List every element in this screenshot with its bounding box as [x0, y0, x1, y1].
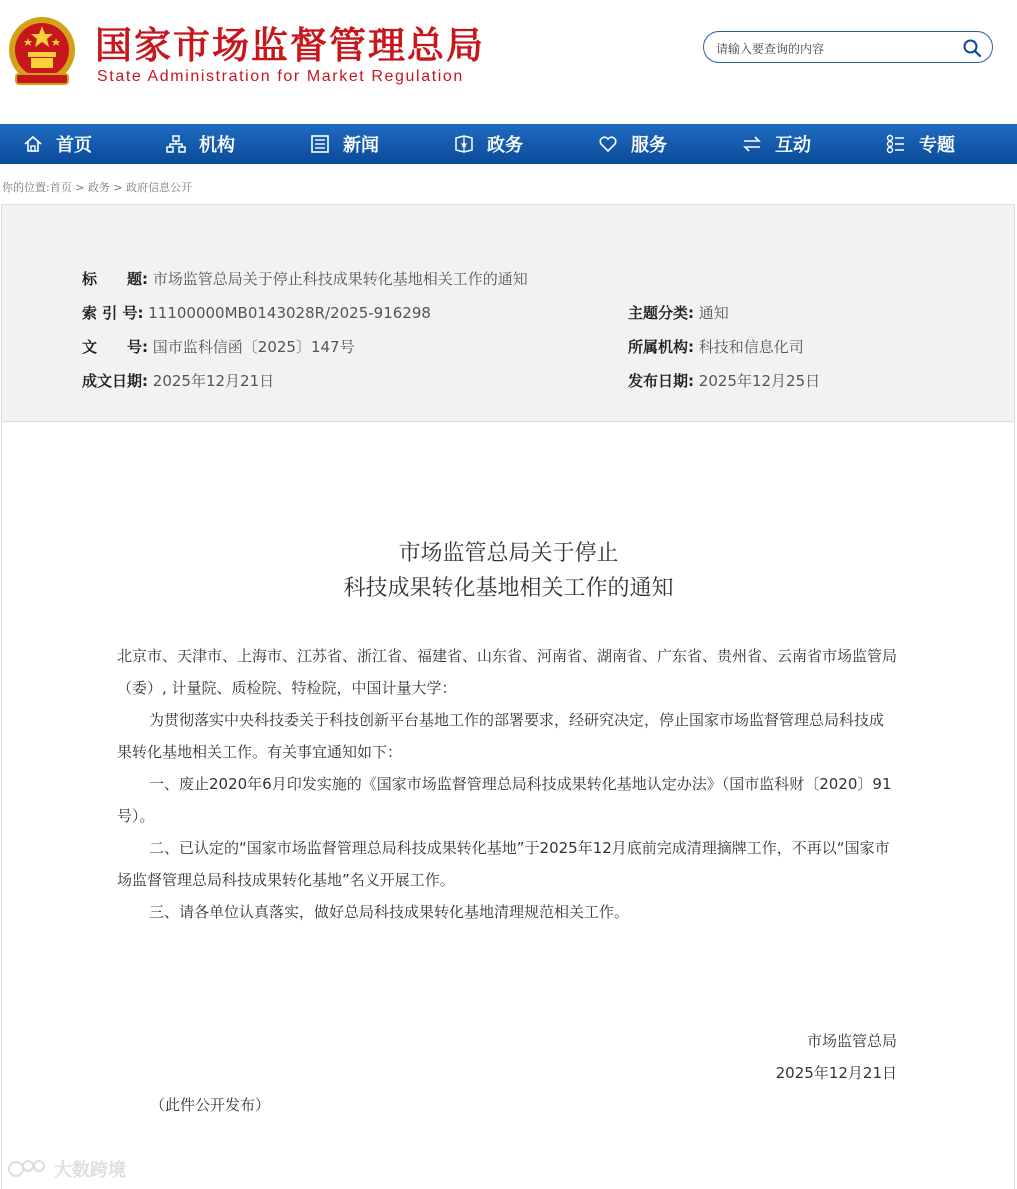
watermark-logo-icon: [8, 1157, 48, 1181]
site-name-en: State Administration for Market Regulation: [97, 68, 464, 85]
nav-label-gov-affairs: 政务: [487, 135, 523, 156]
meta-org-value: 科技和信息化司: [698, 338, 804, 356]
org-icon: [165, 133, 187, 155]
breadcrumb-link-home[interactable]: 首页: [49, 181, 72, 194]
nav-item-home[interactable]: [22, 124, 92, 164]
meta-published-label: 发布日期:: [628, 372, 694, 390]
watermark: [8, 1156, 126, 1182]
heart-icon: [597, 133, 619, 155]
meta-docno-label: 文 号:: [82, 338, 148, 356]
meta-index-value: 11100000MB0143028R/2025-916298: [148, 304, 431, 322]
breadcrumb-separator: >: [71, 181, 88, 194]
breadcrumb-prefix: 你的位置:: [2, 181, 50, 194]
nav-item-topics[interactable]: [885, 124, 955, 164]
breadcrumb-link-gov-affairs[interactable]: 政务: [87, 181, 110, 194]
document-intro: 为贯彻落实中央科技委关于科技创新平台基地工作的部署要求，经研究决定，停止国家市场监督管理总局科技成果转化基地相关工作。有关事宜通知如下：: [117, 711, 885, 761]
meta-org-label: 所属机构:: [628, 338, 694, 356]
document-body: [117, 640, 898, 928]
breadcrumb: [2, 179, 192, 195]
meta-index-label: 索 引 号:: [82, 304, 144, 322]
search-box: [703, 31, 993, 63]
nav-item-interaction[interactable]: [741, 124, 811, 164]
meta-published-value: 2025年12月25日: [698, 372, 821, 390]
national-emblem-icon: [6, 14, 78, 90]
nav-label-home: 首页: [56, 135, 92, 156]
nav-item-org[interactable]: [165, 124, 235, 164]
meta-row-published: [628, 370, 820, 391]
nav-item-service[interactable]: [597, 124, 667, 164]
breadcrumb-link-gov-info[interactable]: 政府信息公开: [126, 181, 193, 194]
meta-category-label: 主题分类:: [628, 304, 694, 322]
meta-row-created: [82, 370, 274, 391]
nav-label-org: 机构: [199, 135, 235, 156]
document-item-1: 一、废止2020年6月印发实施的《国家市场监督管理总局科技成果转化基地认定办法》（国市监科财〔2020〕91号）。: [117, 775, 892, 825]
main-nav: [0, 124, 1017, 164]
meta-docno-value: 国市监科信函〔2025〕147号: [152, 338, 355, 356]
site-header: [0, 0, 1017, 124]
search-icon[interactable]: [962, 38, 982, 58]
gov-affairs-icon: [453, 133, 475, 155]
document-addressee: 北京市、天津市、上海市、江苏省、浙江省、福建省、山东省、河南省、湖南省、广东省、贵州省、云南省市场监管局（委）, 计量院、质检院、特检院，中国计量大学：: [117, 647, 898, 697]
exchange-icon: [741, 133, 763, 155]
meta-row-title: [82, 268, 528, 289]
nav-label-interaction: 互动: [775, 135, 811, 156]
nav-item-news[interactable]: [309, 124, 379, 164]
document-metadata-panel: [1, 204, 1015, 422]
meta-title-value: 市场监管总局关于停止科技成果转化基地相关工作的通知: [152, 270, 528, 288]
meta-created-label: 成文日期:: [82, 372, 148, 390]
document-title-line1: 市场监管总局关于停止: [398, 541, 619, 566]
nav-item-gov-affairs[interactable]: [453, 124, 523, 164]
meta-row-docno: [82, 336, 355, 357]
document-sign-date: 2025年12月21日: [775, 1064, 897, 1082]
document-title-line2: 科技成果转化基地相关工作的通知: [343, 576, 674, 601]
document-item-3: 三、请各单位认真落实，做好总局科技成果转化基地清理规范相关工作。: [149, 903, 630, 921]
search-input[interactable]: [714, 38, 958, 60]
news-icon: [309, 133, 331, 155]
meta-category-value: 通知: [698, 304, 729, 322]
meta-title-label: 标 题:: [82, 270, 148, 288]
document-item-2: 二、已认定的“国家市场监督管理总局科技成果转化基地”于2025年12月底前完成清理摘牌工作，不再以“国家市场监督管理总局科技成果转化基地”名义开展工作。: [117, 839, 890, 889]
document-signer: 市场监管总局: [806, 1032, 897, 1050]
meta-created-value: 2025年12月21日: [152, 372, 275, 390]
meta-row-index: [82, 302, 431, 323]
nav-label-topics: 专题: [919, 135, 955, 156]
watermark-text: 大数跨境: [54, 1160, 126, 1181]
document-publish-note: （此件公开发布）: [150, 1096, 271, 1114]
home-icon: [22, 133, 44, 155]
meta-row-category: [628, 302, 729, 323]
topics-icon: [885, 133, 907, 155]
meta-row-org: [628, 336, 804, 357]
site-name-cn: 国家市场监督管理总局: [95, 23, 485, 67]
nav-label-service: 服务: [631, 135, 667, 156]
breadcrumb-separator: >: [109, 181, 127, 194]
nav-label-news: 新闻: [343, 135, 379, 156]
